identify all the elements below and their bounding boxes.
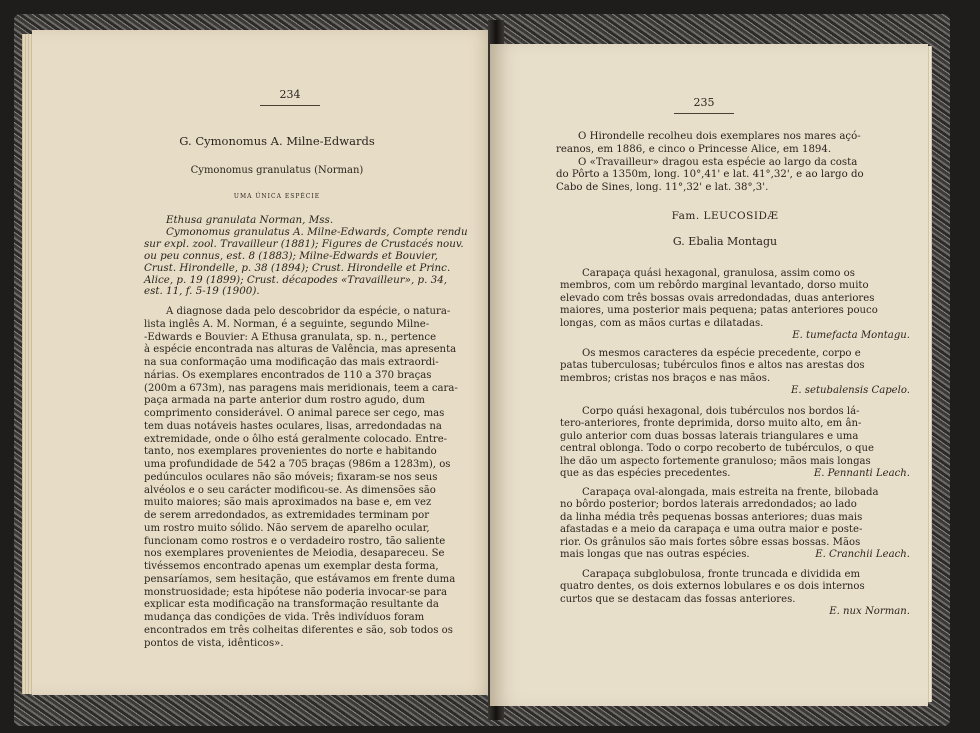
- text-line: mais longas que nas outras espécies.: [560, 549, 750, 561]
- species-entry: [560, 569, 910, 619]
- note-heading: UMA ÚNICA ESPÉCIE: [233, 193, 321, 200]
- text-line: Carapaça quási hexagonal, granulosa, assim como os: [582, 268, 855, 279]
- text-line: rior. Os grânulos são mais fortes sôbre essas bossas. Mãos: [560, 536, 861, 548]
- text-line: Carapaça oval-alongada, mais estreita na frente, bilobada: [582, 487, 879, 498]
- text-line: O «Travailleur» dragou esta espécie ao largo da costa: [578, 156, 858, 168]
- text-line: encontrados em três colheitas diferentes e são, sob todos os: [144, 624, 453, 636]
- synonymy-line: Alice, p. 19 (1899); Crust. décapodes «Travailleur», p. 34,: [144, 273, 448, 286]
- text-line: funcionam como rostros e o verdadeiro rostro, tão saliente: [144, 535, 446, 547]
- species-name: E. nux Norman.: [829, 606, 910, 618]
- text-line: (200m a 673m), nas paragens mais meridionais, teem a cara-: [144, 382, 458, 394]
- text-line: quatro dentes, os dois externos lobulares e os dois internos: [560, 581, 865, 593]
- text-line: tivéssemos encontrado apenas um exemplar desta forma,: [144, 561, 439, 572]
- text-line: paça armada na parte anterior dum rostro agudo, dum: [144, 395, 425, 407]
- text-line: longas, com as mãos curtas e dilatadas.: [560, 317, 764, 329]
- species-name: E. Cranchii Leach.: [815, 549, 910, 561]
- text-line: pontos de vista, idênticos».: [144, 637, 284, 649]
- intro-paragraph: [556, 131, 896, 195]
- synonymy-line: Cymonomus granulatus A. Milne-Edwards, Compte rendu: [166, 225, 468, 238]
- text-line: Os mesmos caracteres da espécie precedente, corpo e: [582, 348, 861, 359]
- species-heading: Cymonomus granulatus (Norman): [190, 165, 364, 176]
- page-number: 235: [693, 96, 715, 109]
- text-line: A diagnose dada pelo descobridor da espécie, o natura-: [166, 306, 451, 317]
- text-line: do Pôrto a 1350m, long. 10°,41' e lat. 41°,32', e ao largo do: [556, 169, 864, 181]
- text-line: tanto, nos exemplares provenientes do norte e habitando: [144, 446, 437, 458]
- text-line: uma profundidade de 542 a 705 braças (986m a 1283m), os: [144, 459, 451, 470]
- synonymy-line: Crust. Hirondelle, p. 38 (1894); Crust. Hirondelle et Princ.: [144, 261, 451, 274]
- text-line: nos exemplares provenientes de Meiodia, desapareceu. Se: [144, 548, 445, 560]
- text-line: no bôrdo posterior; bordos laterais arredondados; ao lado: [560, 499, 857, 511]
- text-line: na sua conformação uma modificação das mais extraordi-: [144, 357, 439, 368]
- diagnosis-paragraph: [144, 306, 489, 650]
- text-line: Corpo quási hexagonal, dois tubérculos nos bordos lá-: [582, 406, 860, 417]
- genus-heading: G. Cymonomus A. Milne-Edwards: [179, 134, 375, 148]
- text-line: pensaríamos, sem hesitação, que estávamos em frente duma: [144, 573, 456, 585]
- text-line: que as das espécies precedentes.: [560, 468, 731, 480]
- page-number-rule: [674, 113, 734, 114]
- right-page: [490, 44, 928, 706]
- synonymy-line: Ethusa granulata Norman, Mss.: [166, 214, 334, 226]
- text-line: explicar esta modificação na transformação resultante da: [144, 599, 439, 611]
- species-name: E. Pennanti Leach.: [813, 468, 910, 480]
- species-entry: [560, 406, 910, 480]
- text-line: gulo anterior com duas bossas laterais triangulares e uma: [560, 430, 859, 442]
- synonymy-block: [144, 215, 484, 298]
- page-number-rule: [260, 105, 320, 106]
- synonymy-line: sur expl. zool. Travailleur (1881); Figures de Crustacés nouv.: [144, 237, 464, 250]
- text-line: lhe dão um aspecto fortemente granuloso; mãos mais longas: [560, 455, 871, 467]
- text-line: Cabo de Sines, long. 11°,32' e lat. 38°,3'.: [556, 182, 769, 194]
- text-line: da linha média três pequenas bossas anteriores; duas mais: [560, 511, 863, 523]
- text-line: mudança das condições de vida. Três indivíduos foram: [144, 612, 425, 623]
- species-entry: [560, 487, 910, 561]
- text-line: extremidade, onde o ôlho está geralmente colocado. Entre-: [144, 433, 448, 445]
- text-line: muito maiores; são mais aproximados na base e, em vez: [144, 497, 432, 509]
- text-line: à espécie encontrada nas alturas de Valência, mas apresenta: [144, 344, 457, 356]
- text-line: comprimento considerável. O animal parece ser cego, mas: [144, 408, 445, 419]
- species-name: E. setubalensis Capelo.: [791, 385, 910, 397]
- synonymy-line: est. 11, f. 5-19 (1900).: [144, 285, 260, 298]
- text-line: -Edwards e Bouvier: A Ethusa granulata, sp. n., pertence: [144, 331, 437, 343]
- text-line: Carapaça subglobulosa, fronte truncada e dividida em: [582, 569, 861, 580]
- text-line: lista inglês A. M. Norman, é a seguinte, segundo Milne-: [144, 318, 430, 330]
- text-line: elevado com três bossas ovais arredondadas, duas anteriores: [560, 292, 875, 304]
- text-line: um rostro muito sólido. Não servem de aparelho ocular,: [144, 522, 430, 534]
- text-line: central oblonga. Todo o corpo recoberto de tubérculos, o que: [560, 443, 874, 455]
- text-line: tero-anteriores, fronte deprimida, dorso muito alto, em ân-: [560, 418, 862, 430]
- text-line: de serem arredondados, as extremidades terminam por: [144, 510, 430, 521]
- text-line: nárias. Os exemplares encontrados de 110 a 370 braças: [144, 369, 432, 381]
- species-entry: [560, 348, 910, 398]
- text-line: curtos que se destacam das fossas anteriores.: [560, 593, 796, 605]
- genus-heading: G. Ebalia Montagu: [672, 235, 778, 248]
- text-line: membros, com um rebôrdo marginal levantado, dorso muito: [560, 280, 869, 292]
- text-line: reanos, em 1886, e cinco o Princesse Alice, em 1894.: [556, 143, 832, 155]
- text-line: maiores, uma posterior mais pequena; patas anteriores pouco: [560, 305, 878, 317]
- species-name: E. tumefacta Montagu.: [792, 330, 910, 342]
- text-line: monstruosidade; esta hipótese não poderia invocar-se para: [144, 586, 447, 598]
- text-line: patas tuberculosas; tubérculos finos e altos nas arestas dos: [560, 360, 865, 372]
- synonymy-line: ou peu connus, est. 8 (1883); Milne-Edwards et Bouvier,: [144, 249, 438, 262]
- left-page: [32, 30, 498, 695]
- text-line: membros; cristas nos braços e nas mãos.: [560, 372, 771, 384]
- family-heading: Fam. LEUCOSIDÆ: [671, 210, 779, 222]
- text-line: alvéolos e o seu carácter modificou-se. As dimensões são: [144, 484, 436, 496]
- text-line: afastadas e a meio da carapaça e uma outra maior e poste-: [560, 524, 863, 536]
- species-entry: [560, 268, 910, 342]
- text-line: pedúnculos oculares não são móveis; fixaram-se nos seus: [144, 471, 438, 483]
- text-line: tem duas notáveis hastes oculares, lisas, arredondadas na: [144, 420, 442, 432]
- text-line: O Hirondelle recolheu dois exemplares nos mares açó-: [578, 131, 861, 142]
- page-number: 234: [279, 88, 301, 101]
